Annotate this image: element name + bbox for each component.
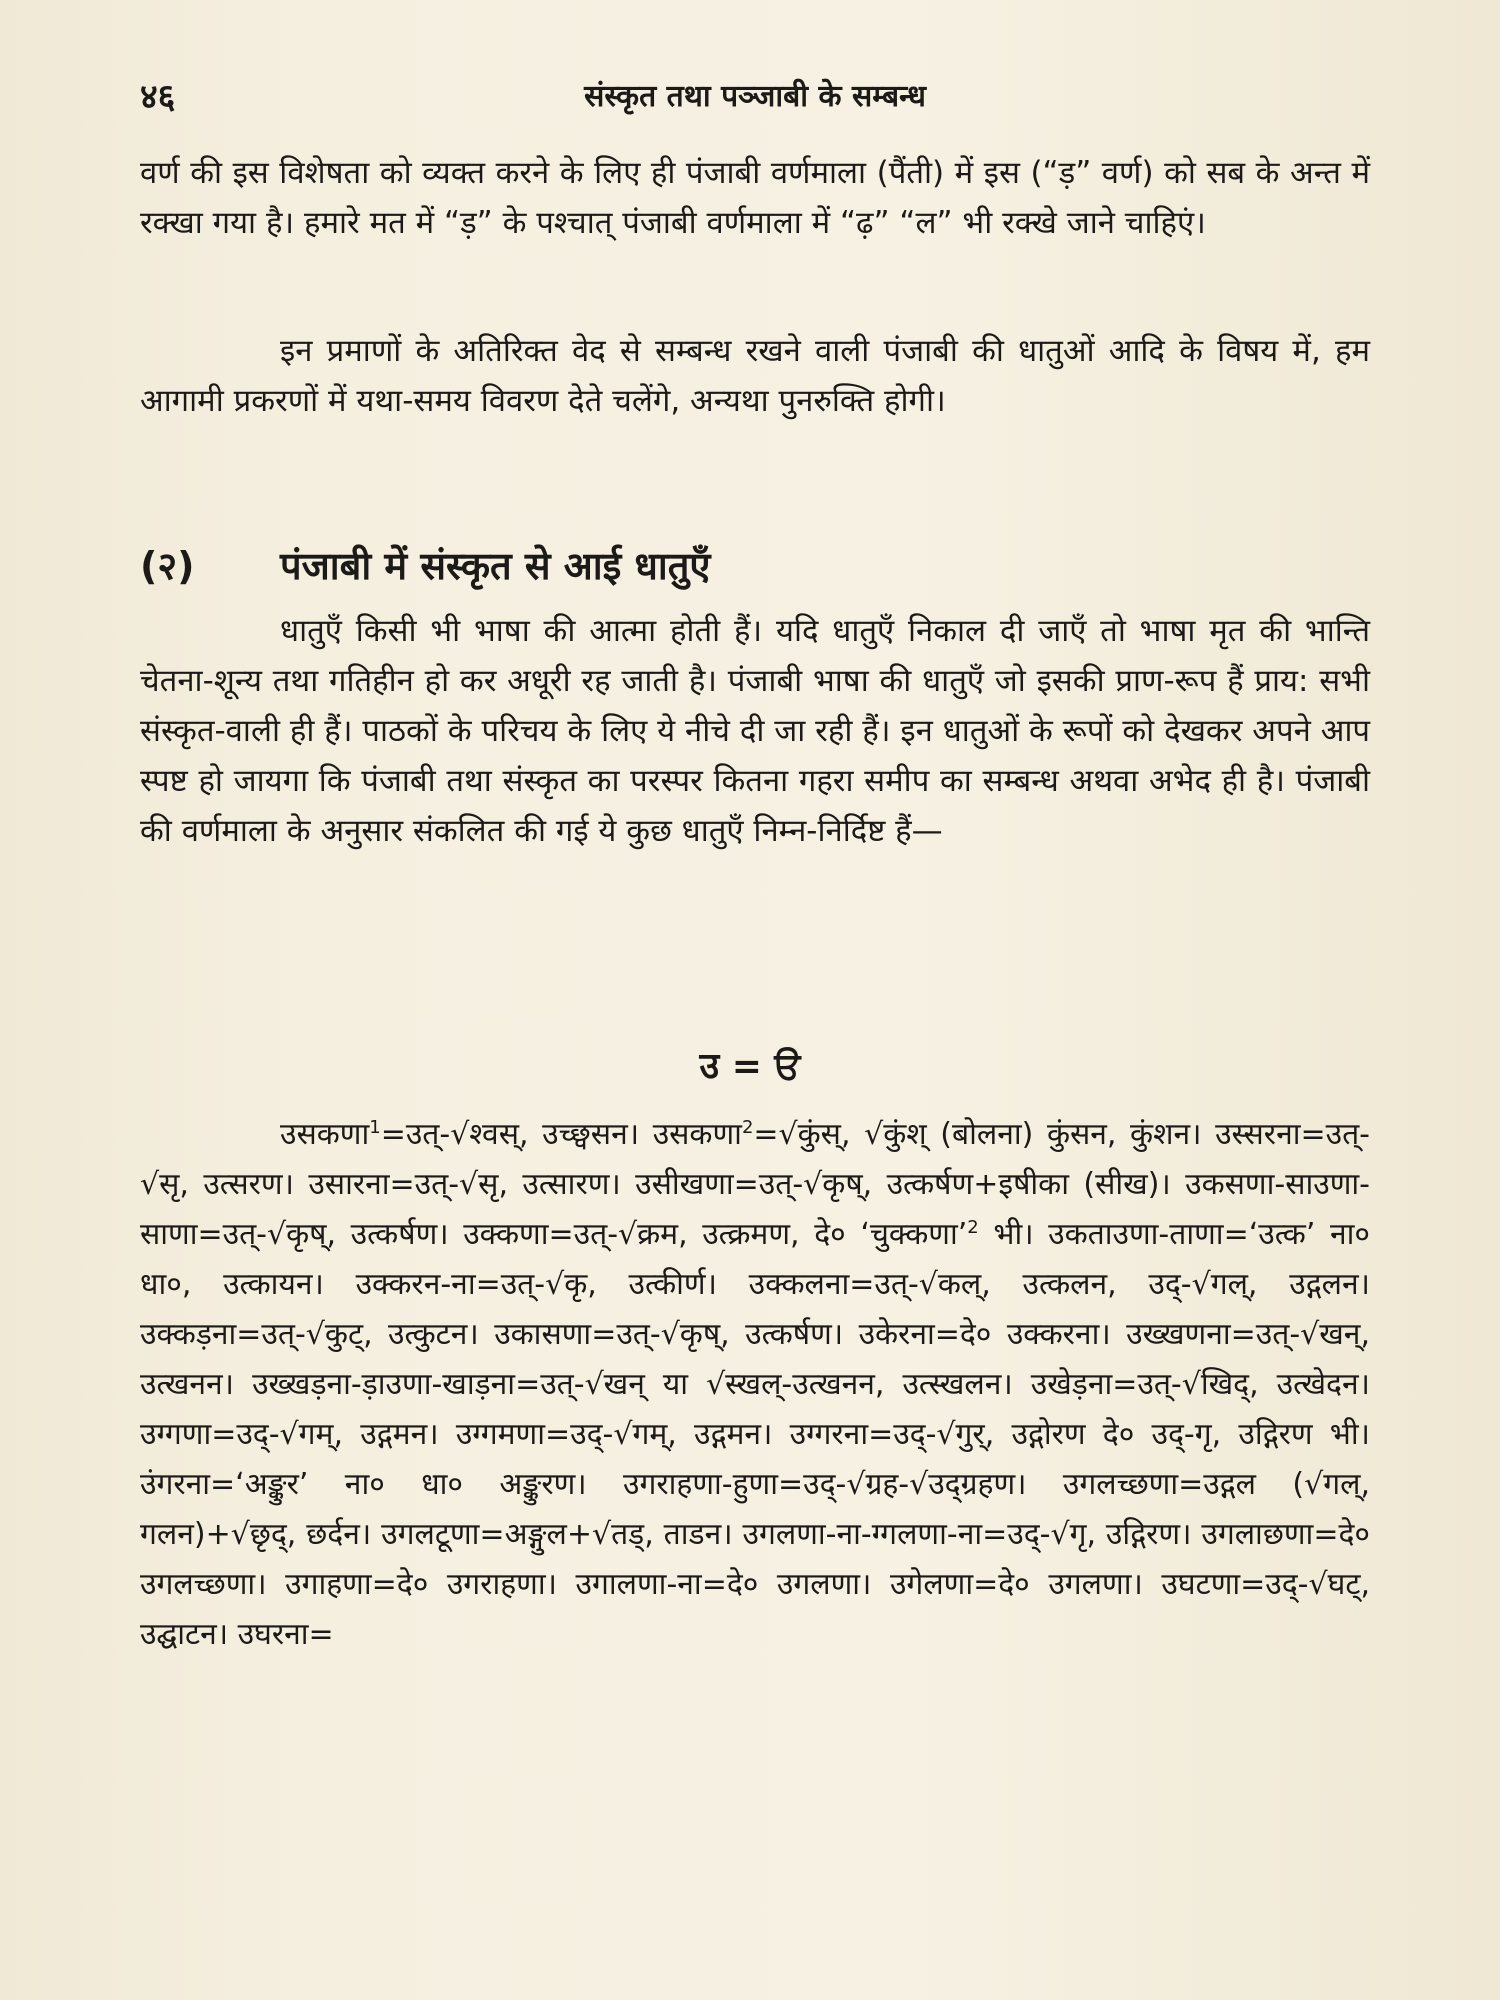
footnote-marker: 2 (967, 1217, 979, 1238)
footnote-marker: 1 (369, 1117, 381, 1138)
paragraph-text: वर्ण की इस विशेषता को व्यक्त करने के लिए ही पंजाबी वर्णमाला (पैंती) में इस (“ड़” वर्ण) को सब के अन्त में रक्खा गया है। हमारे मत में “ड़” के पश्चात् पंजाबी वर्णमाला में “ढ़” “ल” भी रक्खे जाने चाहिएं। (140, 155, 1370, 241)
letter-heading: उ = ੳ (699, 1046, 801, 1087)
paragraph-2 (140, 326, 1370, 426)
entry-word: उसकणा (652, 1117, 742, 1152)
dictionary-entries (140, 1110, 1370, 1660)
footnote-marker: 2 (741, 1117, 754, 1138)
entries-text (140, 1110, 1370, 1660)
paragraph-text: इन प्रमाणों के अतिरिक्त वेद से सम्बन्ध रखने वाली पंजाबी की धातुओं आदि के विषय में, हम आगामी प्रकरणों में यथा-समय विवरण देते चलेंगे, अन्यथा पुनरुक्ति होगी। (140, 333, 1370, 419)
entry-text: =√कुंस्, √कुंश् (बोलना) कुंसन, कुंशन। उस्सरना=उत्-√सृ, उत्सरण। उसारना=उत्-√सृ, उत्सारण। उसीखणा=उत्-√कृष्, उत्कर्षण+इषीका (सीख)। उकसणा-साउणा-साणा=उत्-√कृष्, उत्कर्षण। उक्कणा=उत्-√क्रम, उत्क्रमण, दे० ‘चुक्कणा’ (140, 1117, 1370, 1252)
page-number: ४६ (140, 77, 176, 117)
section-number: (२) (140, 544, 195, 588)
entry-text: भी। उकताउणा-ताणा=‘उत्क’ ना० धा०, उत्कायन। उक्करन-ना=उत्-√कृ, उत्कीर्ण। उक्कलना=उत्-√कल्, उत्कलन, उद्-√गल्, उद्गलन। उक्कड़ना=उत्-√कुट्, उत्कुटन। उकासणा=उत्-√कृष्, उत्कर्षण। उकेरना=दे० उक्करना। उख्खणना=उत्-√खन्, उत्खनन। उख्खड़ना-ड़ाउणा-खाड़ना=उत्-√खन् या √स्खल्-उत्खनन, उत्स्खलन। उखेड़ना=उत्-√खिद्, उत्खेदन। उग्गणा=उद्-√गम्, उद्गमन। उग्गमणा=उद्-√गम्, उद्गमन। उग्गरना=उद्-√गुर्, उद्गोरण दे० उद्-गृ, उद्गिरण भी। उंगरना=‘अङ्कुर’ ना० धा० अङ्कुरण। उगराहणा-हुणा=उद्-√ग्रह-√उद्ग्रहण। उगलच्छणा=उद्गल (√गल्, गलन)+√छृद्, छर्दन। उगलटूणा=अङ्गुल+√तड्, ताडन। उगलणा-ना-ग्गलणा-ना=उद्-√गृ, उद्गिरण। उगलाछणा=दे० उगलच्छणा। उगाहणा=दे० उगराहणा। उगालणा-ना=दे० उगलणा। उगेलणा=दे० उगलणा। उघटणा=उद्-√घट्, उद्घाटन। उघरना= (140, 1217, 1370, 1652)
paragraph-1 (140, 148, 1370, 248)
entry-definition: =उत्-√श्वस्, उच्छ्वसन। (380, 1117, 653, 1152)
running-title: संस्कृत तथा पञ्जाबी के सम्बन्ध (584, 79, 926, 114)
paragraph-text: धातुएँ किसी भी भाषा की आत्मा होती हैं। यदि धातुएँ निकाल दी जाएँ तो भाषा मृत की भान्ति चेतना-शून्य तथा गतिहीन हो कर अधूरी रह जाती है। पंजाबी भाषा की धातुएँ जो इसकी प्राण-रूप हैं प्राय: सभी संस्कृत-वाली ही हैं। पाठकों के परिचय के लिए ये नीचे दी जा रही हैं। इन धातुओं के रूपों को देखकर अपने आप स्पष्ट हो जायगा कि पंजाबी तथा संस्कृत का परस्पर कितना गहरा समीप का सम्बन्ध अथवा अभेद ही है। पंजाबी की वर्णमाला के अनुसार संकलित की गई ये कुछ धातुएँ निम्न-निर्दिष्ट हैं— (140, 613, 1370, 849)
entry-word: उसकणा (280, 1117, 370, 1152)
running-head (140, 72, 1370, 122)
section-title: पंजाबी में संस्कृत से आई धातुएँ (280, 544, 711, 588)
section-heading (140, 536, 1370, 596)
paragraph-3 (140, 606, 1370, 856)
